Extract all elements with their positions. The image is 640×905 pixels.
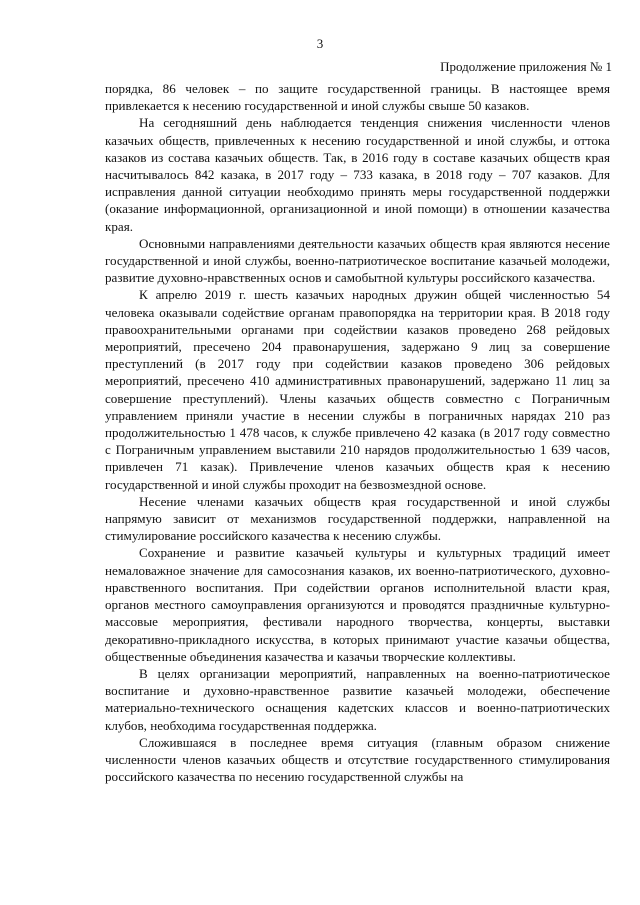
page-number: 3 [316,36,324,51]
paragraph-state-support: Несение членами казачьих обществ края государственной и иной службы напрямую зависит от механизмов государственной поддержки, направленной на стимулирование российского казачества к несению службы. [105,493,610,544]
body-text [105,80,610,785]
paragraph-continued: порядка, 86 человек – по защите государственной границы. В настоящее время привлекается к несению государственной и иной службы свыше 50 казаков. [105,81,610,114]
paragraph-membership-trend: На сегодняшний день наблюдается тенденция снижения численности членов казачьих обществ, привлеченных к несению государственной и иной службы, и оттока казаков из состава казачьих обществ. Так, в 2016 году в составе казачьих обществ края насчитывалось 842 казака, в 2017 году – 733 казака, в 2018 году – 707 казаков. Для исправления данной ситуации необходимо принять меры государственной поддержки (оказание информационной, организационной и иной помощи) в отношении казачества края. [105,115,610,234]
paragraph-current-situation: Сложившаяся в последнее время ситуация (главным образом снижение численности членов казачьих обществ и отсутствие государственного стимулирования российского казачества по несению государственной службы на [105,734,610,785]
paragraph-main-directions: Основными направлениями деятельности казачьих обществ края являются несение государственной и иной службы, военно-патриотическое воспитание казачьей молодежи, развитие духовно-нравственных основ и самобытной культуры российского казачества. [105,235,610,286]
paragraph-youth-education: В целях организации мероприятий, направленных на военно-патриотическое воспитание и духовно-нравственное развитие казачьей молодежи, обеспечение материально-технического оснащения кадетских классов и военно-патриотических клубов, необходима государственная поддержка. [105,665,610,733]
paragraph-law-enforcement: К апрелю 2019 г. шесть казачьих народных дружин общей численностью 54 человека оказывали содействие органам правопорядка на территории края. В 2018 году правоохранительными органами при содействии казаков проведено 268 рейдовых мероприятий, пресечено 204 правонарушения, задержано 9 лиц за совершение преступлений (в 2017 году при содействии казаков проведено 306 рейдовых мероприятий, пресечено 410 административных правонарушений, задержано 11 лиц за совершение преступлений). Члены казачьих обществ совместно с Пограничным управлением приняли участие в несении службы в пограничных нарядах 210 раз продолжительностью 1 478 часов, к службе привлечено 42 казака (в 2017 году совместно с Пограничным управлением выставили 210 нарядов продолжительностью 1 639 часов, привлечен 71 казак). Привлечение членов казачьих обществ края к несению государственной и иной службы проходит на безвозмездной основе. [105,287,610,492]
appendix-continuation-note: Продолжение приложения № 1 [440,59,612,74]
paragraph-culture: Сохранение и развитие казачьей культуры и культурных традиций имеет немаловажное значение для самосознания казаков, их военно-патриотического, духовно-нравственного воспитания. При содействии органов исполнительной власти края, органов местного самоуправления организуются и проводятся праздничные культурно-массовые мероприятия, фестивали народного творчества, концерты, выставки декоративно-прикладного искусства, в которых принимают участие казачьи общества, общественные объединения казачества и казачьи творческие коллективы. [105,545,610,664]
